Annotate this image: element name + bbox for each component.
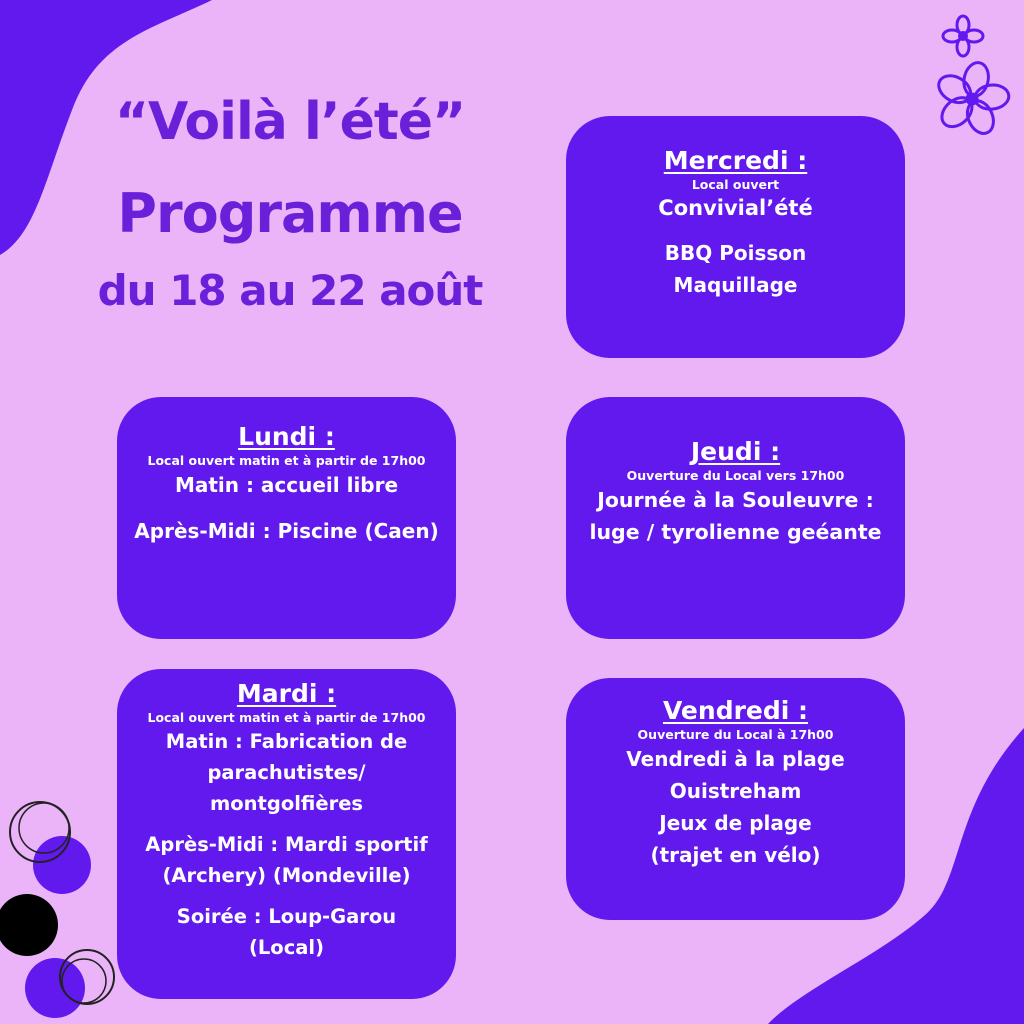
title-line-1: “Voilà l’été”	[114, 92, 466, 152]
activity-line: Matin : accueil libre	[174, 473, 399, 497]
activity-line: Soirée : Loup-Garou	[176, 905, 397, 928]
small-flower-icon	[943, 16, 983, 56]
day-heading: Vendredi :	[662, 696, 809, 725]
activity-line: Jeux de plage	[659, 811, 812, 835]
activity-line: Journée à la Souleuvre :	[597, 488, 874, 512]
activity-line: Après-Midi : Mardi sportif	[145, 833, 428, 856]
day-heading: Mercredi :	[663, 146, 808, 175]
activity-line: parachutistes/	[207, 761, 366, 784]
activity-line: Après-Midi : Piscine (Caen)	[134, 519, 439, 543]
activity-line: Convivial’été	[658, 196, 813, 220]
activity-line: montgolfières	[209, 792, 364, 815]
opening-note: Local ouvert	[691, 177, 780, 192]
opening-note: Ouverture du Local à 17h00	[637, 727, 834, 742]
opening-note: Local ouvert matin et à partir de 17h00	[147, 710, 426, 725]
circles-decor	[0, 802, 114, 1018]
large-flower-icon	[926, 55, 1017, 143]
activity-line: (Archery) (Mondeville)	[162, 864, 411, 887]
activity-line: (trajet en vélo)	[650, 843, 821, 867]
title-line-2: Programme	[117, 182, 463, 245]
day-heading: Mardi :	[236, 679, 337, 708]
activity-line: Maquillage	[673, 273, 798, 297]
card-mercredi	[566, 116, 905, 358]
card-lundi	[117, 397, 456, 639]
activity-line: luge / tyrolienne geéante	[589, 520, 882, 544]
activity-line: Vendredi à la plage	[626, 747, 845, 771]
opening-note: Ouverture du Local vers 17h00	[626, 468, 845, 483]
activity-line: Matin : Fabrication de	[165, 730, 408, 753]
title-line-3: du 18 au 22 août	[97, 266, 483, 315]
card-vendredi	[566, 678, 905, 920]
opening-note: Local ouvert matin et à partir de 17h00	[147, 453, 426, 468]
day-heading: Lundi :	[238, 422, 335, 451]
card-jeudi	[566, 397, 905, 639]
activity-line: Ouistreham	[669, 779, 802, 803]
day-heading: Jeudi :	[690, 437, 781, 466]
activity-line: (Local)	[248, 936, 325, 959]
card-mardi	[117, 669, 456, 999]
activity-line: BBQ Poisson	[664, 241, 807, 265]
